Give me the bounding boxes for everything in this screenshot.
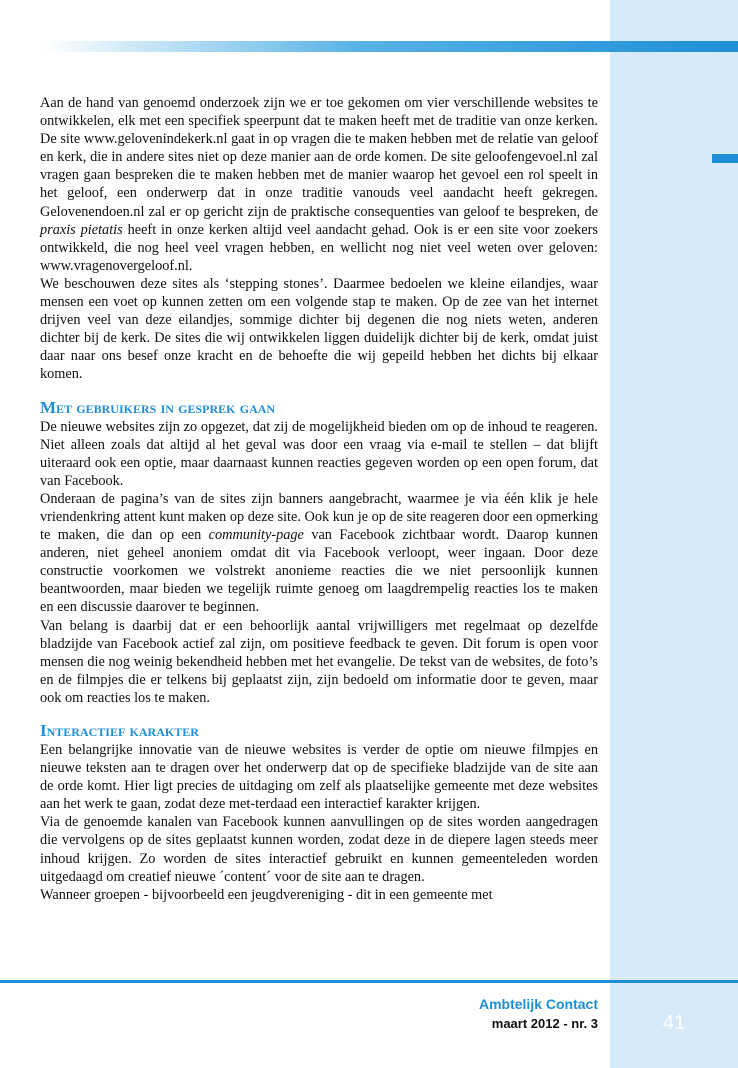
paragraph-text: Aan de hand van genoemd onderzoek zijn we er toe gekomen om vier verschillende websites te ontwikkelen, elk met een specifiek speerpunt dat te maken heeft met de traditie van onze kerken. De site www.gelovenindekerk.nl gaat in op vragen die te maken hebben met de relatie van geloof en kerk, die in andere sites niet op deze manier aan de orde komen. De site geloofengevoel.nl zal vragen gaan bespreken die te maken hebben met de manier waarop het gevoel een rol speelt in het geloof, een onderwerp dat in onze traditie vanouds veel aandacht heeft gekregen. Gelovenendoen.nl zal er op gericht zijn de praktische consequenties van geloof te bespreken, de bbox=[40, 95, 598, 220]
side-tab-marker bbox=[712, 154, 738, 163]
paragraph-text: Onderaan de pagina’s van de sites zijn banners aangebracht, waarmee je via één klik je hele vriendenkring attent kunt maken op deze site. Ook kun je op de site reageren door een opmerking te maken, die dan op een bbox=[40, 490, 598, 544]
emphasis-text: community-page bbox=[208, 527, 304, 544]
paragraph: De nieuwe websites zijn zo opgezet, dat zij de mogelijkheid bieden om op de inhoud te reageren. Niet alleen zoals dat altijd al het geval was door een vraag via e-mail te stellen – dat blijft uiteraard ook een optie, maar daarnaast kunnen reacties gegeven worden op een open forum, dat van Facebook. bbox=[40, 418, 598, 489]
article-body bbox=[40, 94, 598, 904]
section-heading: Interactief karakter bbox=[40, 721, 199, 740]
section-heading: Met gebruikers in gesprek gaan bbox=[40, 397, 276, 417]
footer-rule bbox=[0, 980, 738, 983]
paragraph: We beschouwen deze sites als ‘stepping stones’. Daarmee bedoelen we kleine eilandjes, waar mensen een voet op kunnen zetten om een volgende stap te maken. Op de zee van het internet drijven veel van deze eilandjes, sommige dichter bij degenen die nog niets weten, anderen dichter bij de kerk. De sites die wij ontwikkelen liggen duidelijk dichter bij de kerk, omdat juist daar naar ons besef onze kracht en de behoefte die wij gepeild hebben het dichts bij elkaar komen. bbox=[40, 275, 598, 383]
issue-label: maart 2012 - nr. 3 bbox=[491, 1016, 598, 1031]
paragraph bbox=[40, 94, 598, 275]
paragraph-text: van Facebook zichtbaar wordt. Daarop kunnen anderen, niet geheel anoniem omdat dit via Facebook verloopt, weer ingaan. Door deze constructie voorkomen we volstrekt anonieme reacties die we niet persoonlijk kunnen beantwoorden, maar bieden we tegelijk ruimte genoeg om laagdrempelig reacties los te maken en een discussie daarover te beginnen. bbox=[40, 527, 598, 616]
paragraph bbox=[40, 490, 598, 617]
top-gradient-bar bbox=[44, 41, 738, 52]
paragraph: Van belang is daarbij dat er een behoorlijk aantal vrijwilligers met regelmaat op dezelfde bladzijde van Facebook actief zal zijn, om positieve feedback te geven. Dit forum is open voor mensen die nog weinig bekendheid hebben met het evangelie. De tekst van de websites, de foto’s en de filmpjes die er telkens bij geplaatst zijn, zijn bedoeld om informatie door te geven, maar ook om reacties los te maken. bbox=[40, 617, 598, 706]
page-number: 41 bbox=[662, 1012, 686, 1034]
emphasis-text: praxis pietatis bbox=[40, 221, 123, 238]
paragraph-text: heeft in onze kerken altijd veel aandacht gehad. Ook is er een site voor zoekers ontwikkeld, die nog heel veel vragen hebben, en wellicht nog niet veel weten over geloven: www.vragenovergeloof.nl. bbox=[40, 221, 598, 274]
paragraph: Een belangrijke innovatie van de nieuwe websites is verder de optie om nieuwe filmpjes en nieuwe teksten aan te dragen over het onderwerp dat op de specifieke bladzijde van de site aan de orde komt. Hier ligt precies de uitdaging om zelf als plaatselijke gemeente met deze websites aan het werk te gaan, zodat deze met-terdaad een interactief karakter krijgen. bbox=[40, 742, 598, 813]
paragraph: Wanneer groepen - bijvoorbeeld een jeugdvereniging - dit in een gemeente met bbox=[40, 886, 493, 903]
paragraph: Via de genoemde kanalen van Facebook kunnen aanvullingen op de sites worden aangedragen die vervolgens op de sites geplaatst kunnen worden, zodat deze in de diepere lagen steeds meer inhoud krijgen. Zo worden de sites interactief gebruikt en kunnen gemeenteleden worden uitgedaagd om creatief nieuwe ´content´ voor de site aan te dragen. bbox=[40, 814, 598, 885]
magazine-title: Ambtelijk Contact bbox=[478, 996, 598, 1012]
